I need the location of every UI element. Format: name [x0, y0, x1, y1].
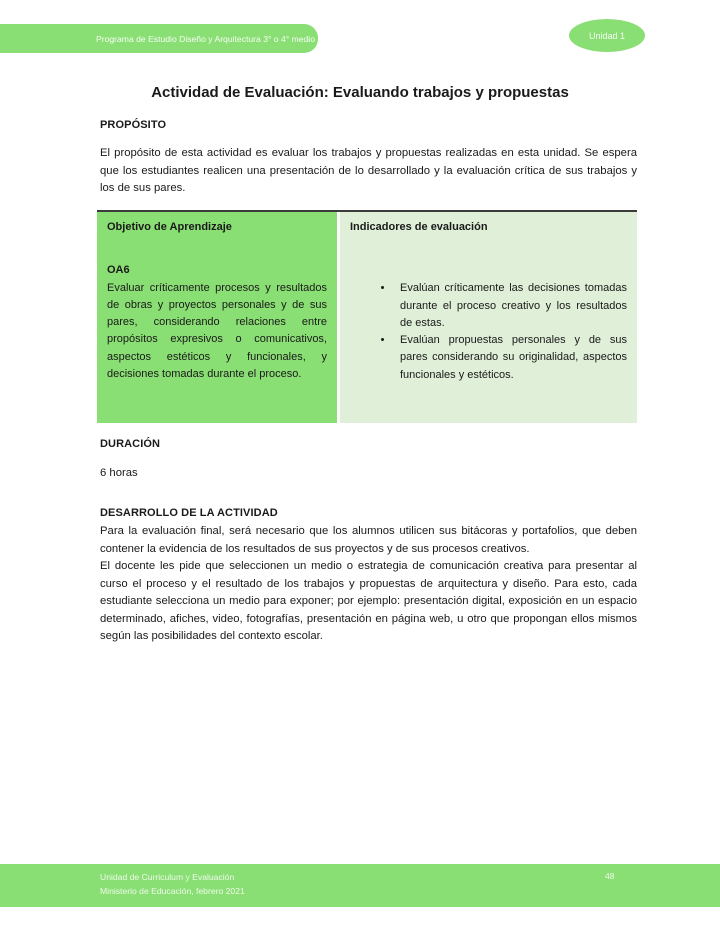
indicator-item: • Evalúan críticamente las decisiones tomadas durante el proceso creativo y los resultados de estas.: [394, 280, 627, 332]
footer-credits: [100, 871, 245, 898]
desarrollo-paragraph: El docente les pide que seleccionen un medio o estrategia de comunicación creativa para presentar al curso el proceso y el resultado de los trabajos y propuestas de arquitectura y diseño. Para esto, cada estudiante selecciona un medio para exponer; por ejemplo: presentación digital, exposición en un espacio determinado, afiches, video, fotografías, presentación en página web, u otro que propongan ellos mismos según las posibilidades del contexto escolar.: [100, 560, 637, 642]
desarrollo-paragraphs: [100, 523, 637, 646]
oa-column: [97, 212, 337, 423]
oa-column-header: Objetivo de Aprendizaje: [107, 221, 232, 233]
oa-description: Evaluar críticamente procesos y resultados de obras y proyectos personales y de sus pares, considerando relaciones entre propósitos expresivos o comunicativos, aspectos estéticos y funcionales, y decisiones tomadas durante el proceso.: [107, 281, 327, 381]
proposito-paragraph: El propósito de esta actividad es evaluar los trabajos y propuestas realizadas en esta unidad. Se espera que los estudiantes realicen una presentación de lo desarrollado y la evaluación crítica de sus trabajos y los de sus pares.: [100, 147, 637, 194]
unit-badge: Unidad 1: [569, 19, 645, 52]
page-title: Actividad de Evaluación: Evaluando trabajos y propuestas: [151, 84, 569, 101]
footer-line-2: Ministerio de Educación, febrero 2021: [100, 885, 245, 896]
indicator-list: [350, 280, 627, 384]
page-number: 48: [605, 871, 615, 881]
indicator-item: • Evalúan propuestas personales y de sus pares considerando su originalidad, aspectos funcionales y estéticos.: [394, 332, 627, 384]
indicators-column: [340, 212, 637, 423]
duracion-value: 6 horas: [100, 467, 138, 479]
oa-indicators-table: [97, 210, 637, 423]
desarrollo-heading: DESARROLLO DE LA ACTIVIDAD: [100, 507, 278, 519]
oa-code: OA6: [107, 264, 130, 277]
proposito-heading: PROPÓSITO: [100, 119, 167, 131]
duracion-heading: DURACIÓN: [100, 438, 161, 450]
indicators-column-header: Indicadores de evaluación: [350, 221, 488, 233]
desarrollo-paragraph: Para la evaluación final, será necesario que los alumnos utilicen sus bitácoras y portafolios, que deben contener la evidencia de los resultados de sus proyectos y de sus procesos creativos.: [100, 525, 637, 555]
program-badge: Programa de Estudio Diseño y Arquitectura 3° o 4° medio: [0, 24, 318, 53]
page-footer: [0, 864, 720, 907]
footer-line-1: Unidad de Curriculum y Evaluación: [100, 872, 235, 882]
